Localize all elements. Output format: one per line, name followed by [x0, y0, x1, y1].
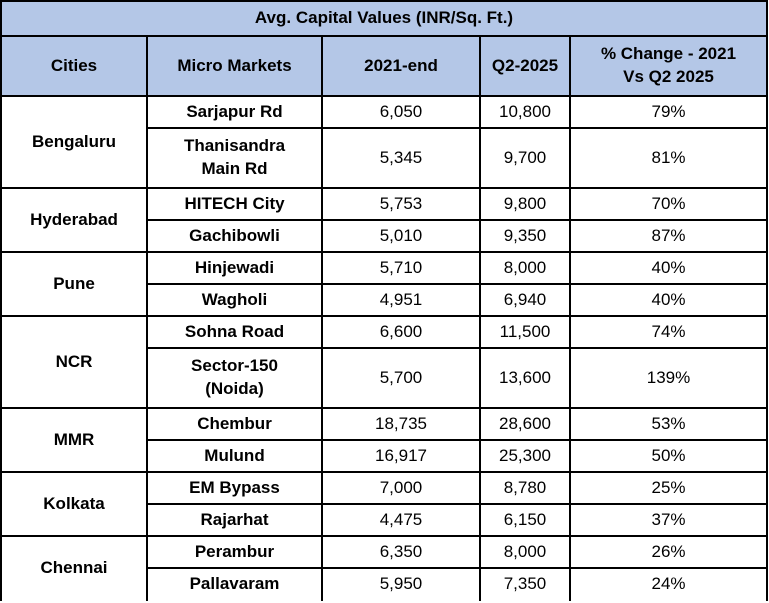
pct-change-cell	[570, 188, 767, 220]
pct-change-cell	[570, 408, 767, 440]
micro-market-cell	[147, 440, 322, 472]
city-cell-text: NCR	[55, 351, 93, 371]
pct-change-cell	[570, 504, 767, 536]
micro-market-cell-text: Thanisandra Main Rd	[183, 136, 286, 178]
value-2025-cell-text: 6,940	[503, 289, 547, 309]
pct-change-cell-text: 53%	[651, 413, 686, 433]
grid-line	[146, 567, 768, 569]
pct-change-cell	[570, 316, 767, 348]
micro-market-cell-text: EM Bypass	[189, 477, 280, 497]
micro-market-cell	[147, 504, 322, 536]
city-cell	[1, 188, 147, 252]
grid-line	[0, 95, 768, 97]
grid-line	[0, 535, 768, 537]
value-2021-cell-text: 4,475	[379, 509, 423, 529]
city-cell	[1, 96, 147, 188]
micro-market-cell	[147, 188, 322, 220]
grid-line	[569, 35, 571, 601]
micro-market-cell-text: Sohna Road	[184, 321, 285, 341]
value-2021-cell-text: 18,735	[375, 413, 427, 433]
micro-market-cell	[147, 96, 322, 128]
value-2021-cell-text: 5,345	[379, 147, 423, 167]
value-2021-cell	[322, 252, 480, 284]
table-title	[1, 1, 767, 36]
column-header-micro-markets-text: Micro Markets	[177, 55, 292, 75]
grid-line	[321, 35, 323, 601]
city-cell	[1, 252, 147, 316]
grid-line	[146, 127, 768, 129]
value-2025-cell	[480, 316, 570, 348]
value-2025-cell	[480, 128, 570, 188]
grid-line	[0, 315, 768, 317]
micro-market-cell-text: Sarjapur Rd	[186, 101, 283, 121]
pct-change-cell	[570, 440, 767, 472]
value-2021-cell-text: 4,951	[379, 289, 423, 309]
value-2025-cell-text: 9,700	[503, 147, 547, 167]
micro-market-cell	[147, 536, 322, 568]
city-cell	[1, 472, 147, 536]
value-2025-cell-text: 25,300	[499, 445, 551, 465]
pct-change-cell-text: 25%	[651, 477, 686, 497]
grid-line	[0, 471, 768, 473]
micro-market-cell	[147, 128, 322, 188]
micro-market-cell-text: Wagholi	[201, 289, 268, 309]
pct-change-cell	[570, 536, 767, 568]
micro-market-cell-text: Sector-150 (Noida)	[191, 356, 278, 398]
micro-market-cell-text: HITECH City	[184, 193, 285, 213]
value-2021-cell-text: 7,000	[379, 477, 423, 497]
value-2021-cell-text: 6,050	[379, 101, 423, 121]
value-2021-cell	[322, 128, 480, 188]
pct-change-cell	[570, 96, 767, 128]
value-2021-cell	[322, 472, 480, 504]
pct-change-cell-text: 74%	[651, 321, 686, 341]
micro-market-cell-text: Rajarhat	[200, 509, 269, 529]
value-2021-cell	[322, 188, 480, 220]
pct-change-cell-text: 40%	[651, 257, 686, 277]
value-2025-cell	[480, 284, 570, 316]
grid-line	[146, 219, 768, 221]
city-cell-text: Bengaluru	[31, 131, 117, 151]
pct-change-cell-text: 70%	[651, 193, 686, 213]
value-2025-cell	[480, 472, 570, 504]
pct-change-cell	[570, 128, 767, 188]
pct-change-cell-text: 24%	[651, 573, 686, 593]
value-2021-cell	[322, 348, 480, 408]
value-2021-cell	[322, 504, 480, 536]
value-2025-cell-text: 8,000	[503, 257, 547, 277]
pct-change-cell	[570, 348, 767, 408]
value-2021-cell	[322, 284, 480, 316]
column-header-q2-2025	[480, 36, 570, 96]
pct-change-cell-text: 40%	[651, 289, 686, 309]
grid-line	[146, 503, 768, 505]
value-2021-cell-text: 6,350	[379, 541, 423, 561]
value-2025-cell	[480, 440, 570, 472]
value-2025-cell-text: 6,150	[503, 509, 547, 529]
city-cell-text: Pune	[53, 273, 95, 293]
pct-change-cell-text: 81%	[651, 147, 686, 167]
grid-line	[479, 35, 481, 601]
value-2025-cell-text: 8,780	[503, 477, 547, 497]
column-header-q2-2025-text: Q2-2025	[491, 55, 559, 75]
micro-market-cell-text: Perambur	[194, 541, 275, 561]
grid-line	[146, 439, 768, 441]
value-2025-cell-text: 8,000	[503, 541, 547, 561]
value-2025-cell	[480, 220, 570, 252]
value-2025-cell	[480, 408, 570, 440]
grid-line	[0, 35, 768, 37]
micro-market-cell	[147, 284, 322, 316]
micro-market-cell-text: Chembur	[197, 413, 272, 433]
city-cell-text: Kolkata	[43, 493, 105, 513]
micro-market-cell	[147, 408, 322, 440]
value-2021-cell-text: 16,917	[375, 445, 427, 465]
micro-market-cell	[147, 220, 322, 252]
grid-line	[0, 251, 768, 253]
value-2021-cell	[322, 568, 480, 600]
value-2021-cell	[322, 440, 480, 472]
column-header-2021-end-text: 2021-end	[364, 55, 438, 75]
value-2021-cell	[322, 316, 480, 348]
grid-line	[146, 283, 768, 285]
pct-change-cell-text: 139%	[646, 367, 691, 387]
value-2025-cell	[480, 568, 570, 600]
value-2025-cell	[480, 536, 570, 568]
value-2025-cell-text: 7,350	[503, 573, 547, 593]
micro-market-cell-text: Hinjewadi	[194, 257, 275, 277]
column-header-micro-markets	[147, 36, 322, 96]
grid-line	[766, 0, 768, 601]
grid-line	[146, 347, 768, 349]
pct-change-cell-text: 50%	[651, 445, 686, 465]
pct-change-cell-text: 26%	[651, 541, 686, 561]
value-2025-cell	[480, 504, 570, 536]
city-cell-text: MMR	[53, 429, 95, 449]
city-cell	[1, 408, 147, 472]
value-2025-cell	[480, 252, 570, 284]
grid-line	[0, 0, 768, 2]
value-2021-cell	[322, 408, 480, 440]
value-2025-cell-text: 13,600	[499, 367, 551, 387]
value-2021-cell-text: 5,710	[379, 257, 423, 277]
column-header-pct-change	[570, 36, 767, 96]
grid-line	[0, 187, 768, 189]
value-2025-cell-text: 9,350	[503, 225, 547, 245]
value-2025-cell	[480, 188, 570, 220]
column-header-cities-text: Cities	[50, 55, 98, 75]
value-2021-cell	[322, 220, 480, 252]
value-2021-cell	[322, 536, 480, 568]
micro-market-cell	[147, 252, 322, 284]
value-2025-cell-text: 10,800	[499, 101, 551, 121]
micro-market-cell-text: Mulund	[204, 445, 265, 465]
grid-line	[0, 407, 768, 409]
value-2025-cell-text: 11,500	[499, 321, 551, 341]
column-header-cities	[1, 36, 147, 96]
city-cell	[1, 536, 147, 600]
table-title-text: Avg. Capital Values (INR/Sq. Ft.)	[254, 8, 514, 28]
value-2021-cell	[322, 96, 480, 128]
micro-market-cell-text: Gachibowli	[189, 225, 280, 245]
micro-market-cell	[147, 472, 322, 504]
micro-market-cell	[147, 348, 322, 408]
value-2025-cell-text: 28,600	[499, 413, 551, 433]
pct-change-cell-text: 87%	[651, 225, 686, 245]
value-2021-cell-text: 6,600	[379, 321, 423, 341]
column-header-pct-change-text: % Change - 2021 Vs Q2 2025	[600, 44, 737, 86]
value-2021-cell-text: 5,950	[379, 573, 423, 593]
value-2025-cell	[480, 348, 570, 408]
value-2025-cell-text: 9,800	[503, 193, 547, 213]
pct-change-cell	[570, 472, 767, 504]
value-2021-cell-text: 5,753	[379, 193, 423, 213]
micro-market-cell-text: Pallavaram	[189, 573, 280, 593]
micro-market-cell	[147, 568, 322, 600]
city-cell	[1, 316, 147, 408]
pct-change-cell	[570, 284, 767, 316]
value-2021-cell-text: 5,700	[379, 367, 423, 387]
micro-market-cell	[147, 316, 322, 348]
pct-change-cell	[570, 568, 767, 600]
value-2021-cell-text: 5,010	[379, 225, 423, 245]
city-cell-text: Chennai	[40, 557, 108, 577]
pct-change-cell	[570, 220, 767, 252]
pct-change-cell-text: 79%	[651, 101, 686, 121]
city-cell-text: Hyderabad	[30, 209, 118, 229]
pct-change-cell	[570, 252, 767, 284]
pct-change-cell-text: 37%	[651, 509, 686, 529]
grid-line	[0, 0, 2, 601]
column-header-2021-end	[322, 36, 480, 96]
grid-line	[146, 35, 148, 601]
value-2025-cell	[480, 96, 570, 128]
